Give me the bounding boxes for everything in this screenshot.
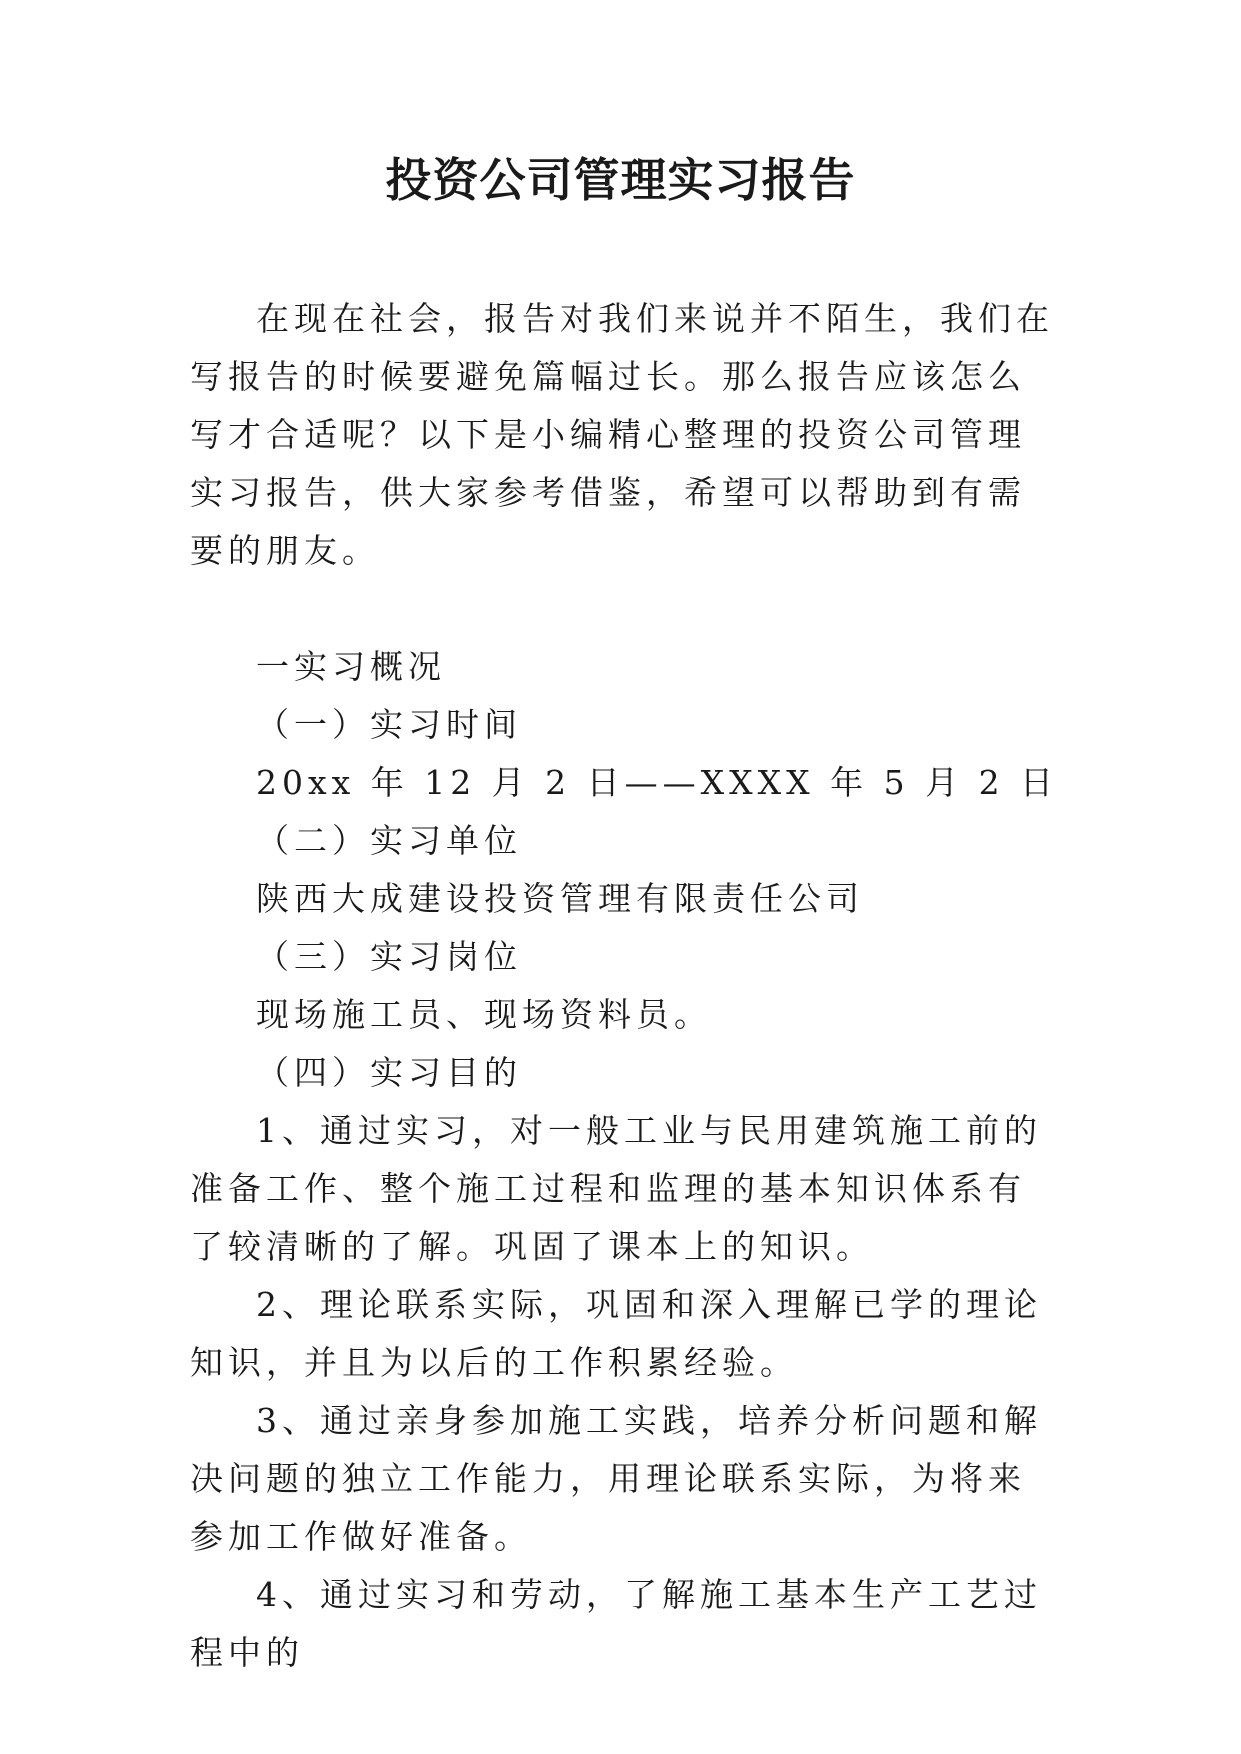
post-heading: （三）实习岗位 — [256, 937, 522, 976]
purpose-item-4: 4、通过实习和劳动，了解施工基本生产工艺过程中的 — [190, 1575, 1042, 1672]
spacer — [190, 580, 1056, 638]
document-title: 投资公司管理实习报告 — [385, 153, 856, 207]
time-value: 20xx 年 12 月 2 日——XXXX 年 5 月 2 日 — [256, 763, 1059, 802]
purpose-heading: （四）实习目的 — [256, 1053, 522, 1092]
document-body — [190, 290, 1059, 1682]
purpose-item-3: 3、通过亲身参加施工实践，培养分析问题和解决问题的独立工作能力，用理论联系实际，为将来参加工作做好准备。 — [190, 1401, 1042, 1556]
time-heading: （一）实习时间 — [256, 705, 522, 744]
unit-value: 陕西大成建设投资管理有限责任公司 — [256, 879, 864, 918]
intro-paragraph: 在现在社会，报告对我们来说并不陌生，我们在写报告的时候要避免篇幅过长。那么报告应该怎么写才合适呢？以下是小编精心整理的投资公司管理实习报告，供大家参考借鉴，希望可以帮助到有需要的朋友。 — [190, 299, 1054, 570]
post-value: 现场施工员、现场资料员。 — [256, 995, 712, 1034]
purpose-item-1: 1、通过实习，对一般工业与民用建筑施工前的准备工作、整个施工过程和监理的基本知识体系有了较清晰的了解。巩固了课本上的知识。 — [190, 1111, 1042, 1266]
purpose-item-2: 2、理论联系实际，巩固和深入理解已学的理论知识，并且为以后的工作积累经验。 — [190, 1285, 1042, 1382]
unit-heading: （二）实习单位 — [256, 821, 522, 860]
section-heading: 一实习概况 — [256, 647, 446, 686]
